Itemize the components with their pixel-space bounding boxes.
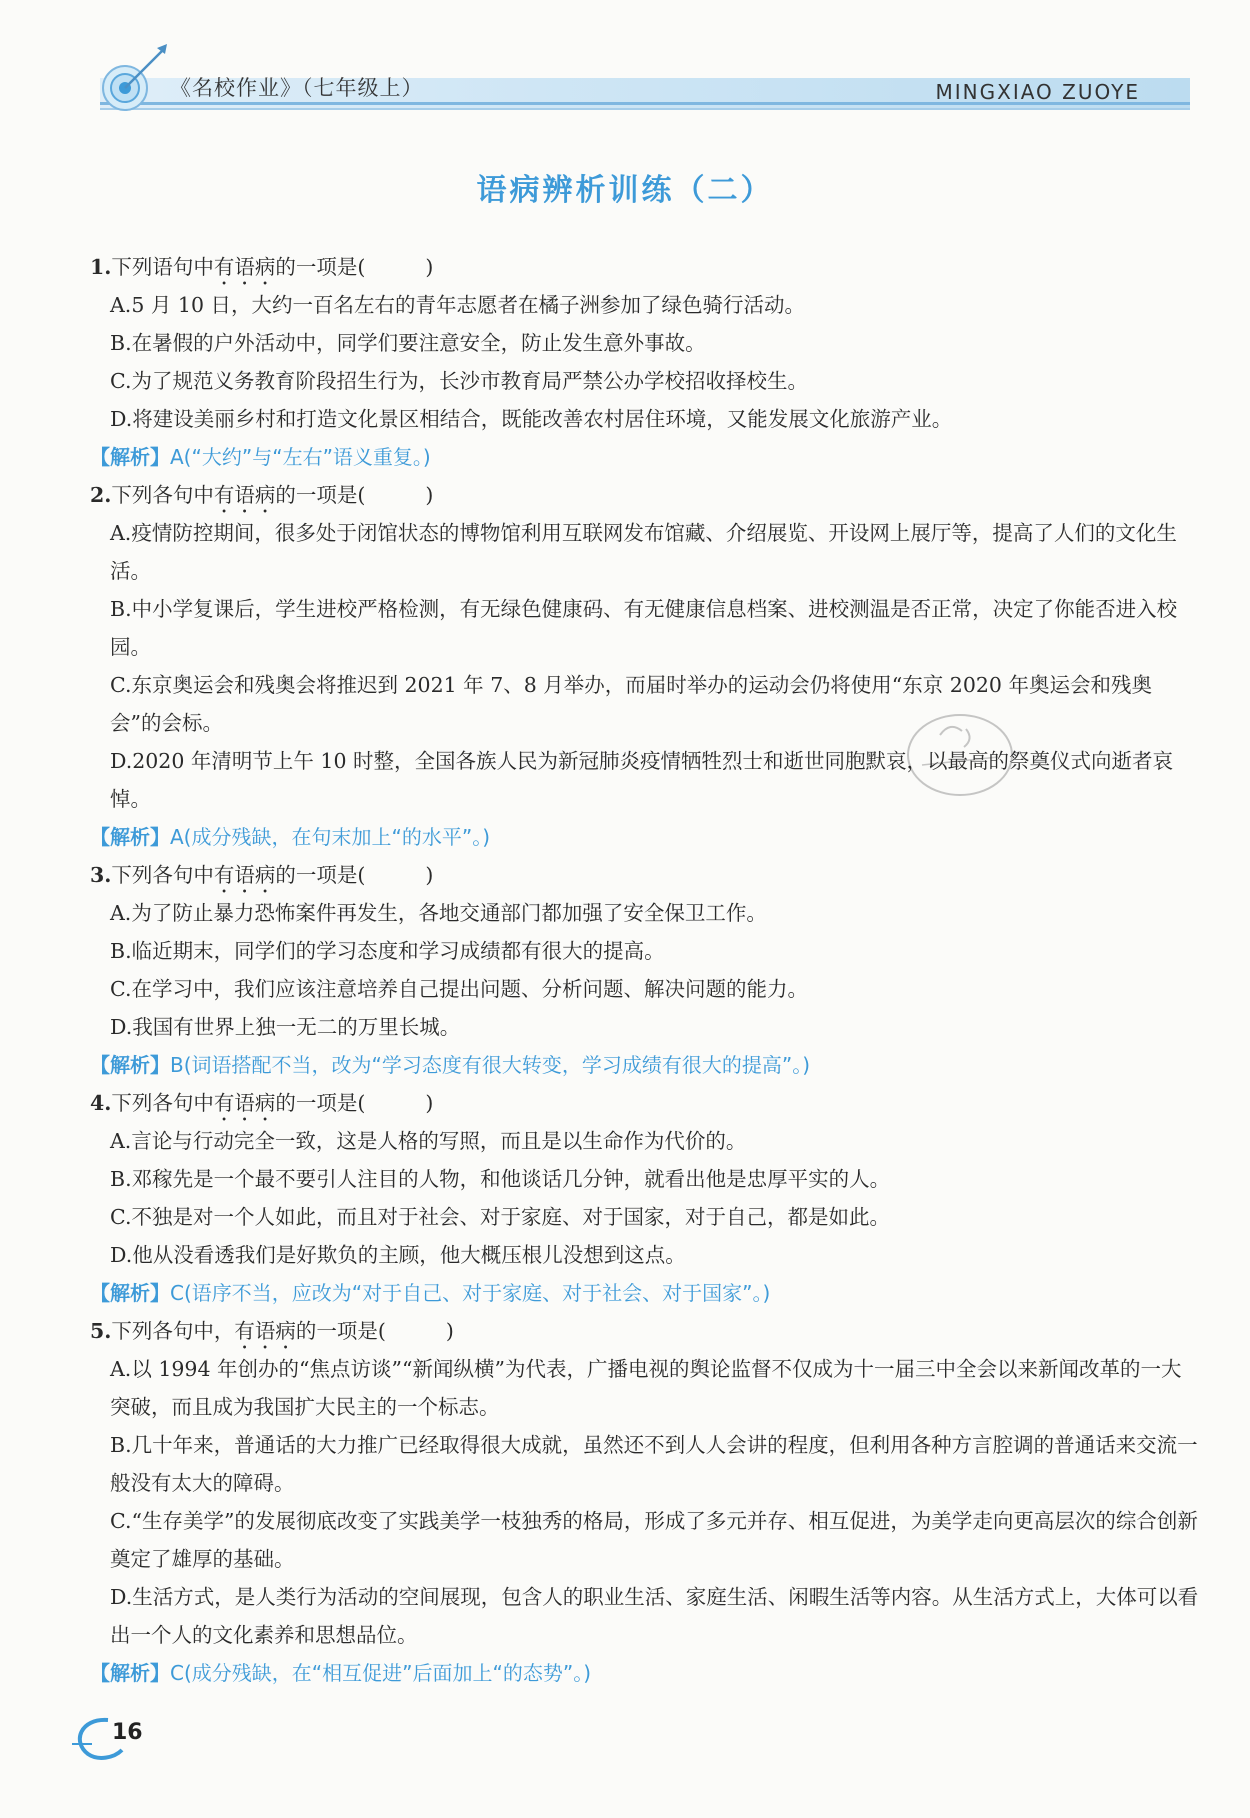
header-rule-secondary — [100, 108, 1190, 110]
option-c: C.不独是对一个人如此，而且对于社会、对于家庭、对于国家，对于自己，都是如此。 — [110, 1205, 890, 1229]
question-number: 5. — [90, 1319, 112, 1343]
analysis-label: 【解析】 — [90, 1281, 170, 1305]
stem-text-end: 的一项是( — [275, 1091, 366, 1115]
target-dart-logo-icon — [95, 40, 175, 120]
stem-text: 下列各句中 — [111, 483, 214, 507]
question-4 — [90, 1084, 1200, 1312]
stem-emphasis: 有语病 — [234, 1319, 296, 1343]
page-number: 16 — [112, 1720, 143, 1745]
stem-close: ) — [425, 483, 434, 507]
option-c: C.“生存美学”的发展彻底改变了实践美学一枝独秀的格局，形成了多元并存、相互促进，为美学走向更高层次的综合创新奠定了雄厚的基础。 — [110, 1509, 1198, 1571]
option-c: C.为了规范义务教育阶段招生行为，长沙市教育局严禁公办学校招收择校生。 — [110, 369, 808, 393]
question-number: 1. — [90, 255, 112, 279]
question-1 — [90, 248, 1200, 476]
analysis-label: 【解析】 — [90, 445, 170, 469]
stem-close: ) — [425, 863, 434, 887]
stem-text: 下列语句中 — [111, 255, 214, 279]
option-d: D.将建设美丽乡村和打造文化景区相结合，既能改善农村居住环境，又能发展文化旅游产业。 — [110, 407, 953, 431]
book-title: 《名校作业》（七年级上） — [170, 76, 424, 100]
stem-text: 下列各句中 — [111, 1091, 214, 1115]
option-a: A.言论与行动完全一致，这是人格的写照，而且是以生命作为代价的。 — [110, 1129, 747, 1153]
question-5 — [90, 1312, 1200, 1692]
question-stem — [90, 476, 1200, 514]
stem-text-end: 的一项是( — [275, 255, 366, 279]
stem-emphasis: 有语病 — [213, 483, 276, 507]
analysis — [90, 1046, 1200, 1084]
analysis-text: A(“大约”与“左右”语义重复。) — [170, 445, 431, 469]
analysis — [90, 818, 1200, 856]
option-d: D.生活方式，是人类行为活动的空间展现，包含人的职业生活、家庭生活、闲暇生活等内容。从生活方式上，大体可以看出一个人的文化素养和思想品位。 — [110, 1585, 1199, 1647]
stem-close: ) — [425, 1091, 434, 1115]
analysis-label: 【解析】 — [90, 825, 170, 849]
option-b: B.邓稼先是一个最不要引人注目的人物，和他谈话几分钟，就看出他是忠厚平实的人。 — [110, 1167, 891, 1191]
question-stem — [90, 248, 1200, 286]
option-a: A.为了防止暴力恐怖案件再发生，各地交通部门都加强了安全保卫工作。 — [110, 901, 767, 925]
option-d: D.2020 年清明节上午 10 时整，全国各族人民为新冠肺炎疫情牺牲烈士和逝世同胞默哀，以最高的祭奠仪式向逝者哀悼。 — [110, 749, 1174, 811]
analysis-text: B(词语搭配不当，改为“学习态度有很大转变，学习成绩有很大的提高”。) — [170, 1053, 811, 1077]
stem-text-end: 的一项是( — [295, 1319, 386, 1343]
option-b: B.临近期末，同学们的学习态度和学习成绩都有很大的提高。 — [110, 939, 665, 963]
stem-text: 下列各句中 — [111, 863, 214, 887]
series-name: MINGXIAO ZUOYE — [935, 80, 1140, 104]
question-list — [90, 248, 1200, 1692]
stem-emphasis: 有语病 — [213, 863, 276, 887]
stem-text-end: 的一项是( — [275, 863, 366, 887]
stem-emphasis: 有语病 — [213, 255, 276, 279]
question-stem — [90, 1084, 1200, 1122]
option-c: C.在学习中，我们应该注意培养自己提出问题、分析问题、解决问题的能力。 — [110, 977, 808, 1001]
analysis — [90, 438, 1200, 476]
analysis-text: C(成分残缺，在“相互促进”后面加上“的态势”。) — [170, 1661, 592, 1685]
option-a: A.以 1994 年创办的“焦点访谈”“新闻纵横”为代表，广播电视的舆论监督不仅成为十一届三中全会以来新闻改革的一大突破，而且成为我国扩大民主的一个标志。 — [110, 1357, 1182, 1419]
analysis-text: C(语序不当，应改为“对于自己、对于家庭、对于社会、对于国家”。) — [170, 1281, 771, 1305]
option-b: B.几十年来，普通话的大力推广已经取得很大成就，虽然还不到人人会讲的程度，但利用各种方言腔调的普通话来交流一般没有太大的障碍。 — [110, 1433, 1198, 1495]
option-c: C.东京奥运会和残奥会将推迟到 2021 年 7、8 月举办，而届时举办的运动会仍将使用“东京 2020 年奥运会和残奥会”的会标。 — [110, 673, 1152, 735]
stem-text-end: 的一项是( — [275, 483, 366, 507]
option-a: A.疫情防控期间，很多处于闭馆状态的博物馆利用互联网发布馆藏、介绍展览、开设网上展厅等，提高了人们的文化生活。 — [110, 521, 1177, 583]
analysis-label: 【解析】 — [90, 1661, 170, 1685]
option-b: B.中小学复课后，学生进校严格检测，有无绿色健康码、有无健康信息档案、进校测温是否正常，决定了你能否进入校园。 — [110, 597, 1178, 659]
question-stem — [90, 1312, 1200, 1350]
question-number: 4. — [90, 1091, 112, 1115]
page-header — [0, 0, 1250, 130]
stem-close: ) — [445, 1319, 454, 1343]
option-d: D.我国有世界上独一无二的万里长城。 — [110, 1015, 461, 1039]
option-a: A.5 月 10 日，大约一百名左右的青年志愿者在橘子洲参加了绿色骑行活动。 — [110, 293, 805, 317]
question-stem — [90, 856, 1200, 894]
question-3 — [90, 856, 1200, 1084]
stem-emphasis: 有语病 — [213, 1091, 276, 1115]
analysis — [90, 1654, 1200, 1692]
question-number: 3. — [90, 863, 112, 887]
stem-text: 下列各句中， — [111, 1319, 235, 1343]
analysis-text: A(成分残缺，在句末加上“的水平”。) — [170, 825, 491, 849]
question-2 — [90, 476, 1200, 856]
page-title: 语病辨析训练（二） — [476, 173, 774, 208]
stem-close: ) — [425, 255, 434, 279]
analysis — [90, 1274, 1200, 1312]
option-b: B.在暑假的户外活动中，同学们要注意安全，防止发生意外事故。 — [110, 331, 706, 355]
analysis-label: 【解析】 — [90, 1053, 170, 1077]
option-d: D.他从没看透我们是好欺负的主顾，他大概压根儿没想到这点。 — [110, 1243, 686, 1267]
question-number: 2. — [90, 483, 112, 507]
